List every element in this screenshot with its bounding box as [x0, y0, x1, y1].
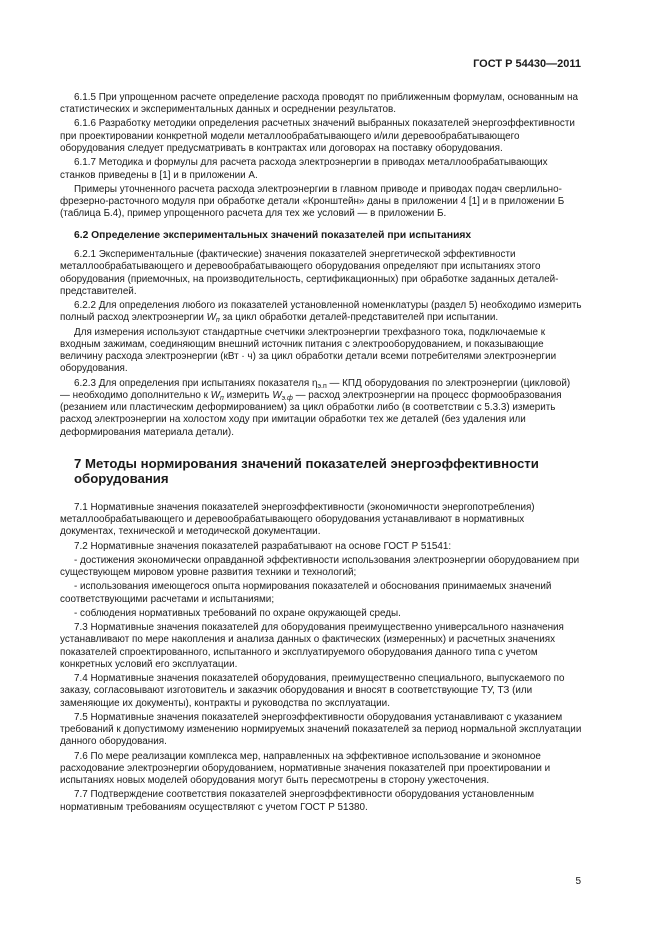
paragraph-6-2-3-text-a: 6.2.3 Для определения при испытаниях показателя — [74, 377, 312, 389]
paragraph-7-1: 7.1 Нормативные значения показателей энергоэффективности (экономичности энергопотребления) металлообрабатывающего и деревообрабатывающего оборудования устанавливают в нормативных документах, технической и методической документации. — [60, 501, 535, 538]
paragraph-6-1-6: 6.1.6 Разработку методики определения расчетных значений выбранных показателей энергоэффективности при проектировании конкретной модели металлообрабатывающего и/или деревообрабатывающего оборудования следует предусматривать в контрактах или договорах на поставку оборудования. — [60, 118, 575, 155]
symbol-w-letter: W — [206, 312, 216, 324]
paragraph-7-7: 7.7 Подтверждение соответствия показателей энергоэффективности оборудования установленным нормативным требованиям осуществляют с учетом ГОСТ Р 51380. — [60, 789, 535, 813]
paragraph-7-5: 7.5 Нормативные значения показателей энергоэффективности оборудования устанавливают с указанием требований к допустимому изменению нормируемых значений показателей за период нормальной эксплуатации данного оборудования. — [60, 711, 582, 748]
paragraph-7-6: 7.6 По мере реализации комплекса мер, направленных на эффективное использование и экономное расходование электроэнергии оборудованием, нормативные значения показателей при проектировании и испытаниях новых моделей оборудования могут быть пересмотрены в сторону ужесточения. — [60, 750, 551, 787]
symbol-w-p — [207, 312, 220, 323]
symbol-eta-letter: η — [311, 377, 318, 389]
symbol-eta-subscript: э.п — [317, 382, 327, 390]
symbol-w-letter-2: W — [210, 389, 220, 401]
paragraph-6-1-7-examples: Примеры уточненного расчета расхода электроэнергии в главном приводе и приводах подач сверлильно-фрезерно-расточного модуля при обработке детали «Кронштейн» даны в приложении 4 [1] и в приложении Б (таблица Б.4), пример упрощенного расчета для тех же условий — в приложении Б. — [60, 183, 565, 220]
section-heading-6-2: 6.2 Определение экспериментальных значений показателей при испытаниях — [74, 229, 472, 241]
symbol-eta — [312, 378, 327, 389]
document-number-header: ГОСТ Р 54430—2011 — [473, 58, 581, 70]
paragraph-7-2: 7.2 Нормативные значения показателей разрабатывают на основе ГОСТ Р 51541: — [74, 540, 452, 552]
paragraph-6-1-7: 6.1.7 Методика и формулы для расчета расхода электроэнергии в приводах металлообрабатывающих станков приведены в [1] и в приложении А. — [60, 157, 548, 181]
list-item-7-2-c: - соблюдения нормативных требований по охране окружающей среды. — [74, 607, 401, 619]
paragraph-6-2-2-text-b: за цикл обработки деталей-представителей при испытании. — [219, 312, 499, 324]
list-item-7-2-b: - использования имеющегося опыта нормирования показателей и обоснования принимаемых значений соответствующими расчетами и испытаниями; — [60, 581, 552, 605]
page-content — [60, 92, 582, 816]
paragraph-6-2-2 — [60, 300, 582, 325]
paragraph-7-4: 7.4 Нормативные значения показателей оборудования, преимущественно специального, выпускаемого по заказу, согласовывают изготовитель и заказчик оборудования и вносят в соответствующие ТУ, ТЗ (или заменяющие их документы), контракты и руководства по эксплуатации. — [60, 673, 565, 709]
section-heading-7: 7 Методы нормирования значений показателей энергоэффективности оборудования — [74, 456, 539, 487]
symbol-w-ef-letter: W — [272, 389, 282, 401]
paragraph-6-1-5: 6.1.5 При упрощенном расчете определение расхода проводят по приближенным формулам, основанным на статистических и экспериментальных данных и осреднении результатов. — [60, 92, 578, 116]
symbol-w-ef-subscript: э.ф — [281, 394, 293, 402]
paragraph-6-2-2-measurement: Для измерения используют стандартные счетчики электроэнергии трехфазного тока, подключаемые к входным зажимам, соединяющим внешний источник питания с электрооборудованием, и показывающие величину расхода электроэнергии (кВт · ч) за цикл обработки детали всеми потребителями электроэнергии оборудования. — [60, 326, 557, 375]
paragraph-6-2-3 — [60, 378, 582, 439]
symbol-w-subscript-2: п — [219, 394, 224, 402]
paragraph-6-2-1: 6.2.1 Экспериментальные (фактические) значения показателей энергетической эффективности металлообрабатывающего и деревообрабатывающего оборудования определяют при испытаниях этого оборудования (приемочных, на производительность, сертификационных) при обработке заданных деталей-представителей. — [60, 248, 559, 297]
paragraph-6-2-3-text-c: измерить — [223, 389, 273, 401]
symbol-w-subscript: п — [215, 317, 220, 325]
paragraph-6-2-2-text-a: 6.2.2 Для определения любого из показателей установленной номенклатуры (раздел 5) необходимо измерить полный расход электроэнергии — [60, 300, 582, 324]
page-number: 5 — [575, 876, 581, 887]
symbol-w-ef — [272, 390, 293, 401]
paragraph-6-2-3-text-b: — КПД оборудования по электроэнергии (цикловой) — необходимо дополнительно к — [60, 377, 571, 401]
paragraph-6-2-3-text-d: — расход электроэнергии на процесс формообразования (резанием или пластическим деформированием) за цикл обработки либо (в соответствии с 5.3.3) измерить расход электроэнергии на холостом ходу при имитации обработки тех же деталей (без удаления или деформирования материала детали). — [60, 389, 562, 438]
symbol-w-p-2 — [211, 390, 224, 401]
paragraph-7-3: 7.3 Нормативные значения показателей для оборудования преимущественно универсального назначения устанавливают по мере накопления и анализа данных о фактических (измеренных) и расчетных значениях показателей спроектированного, испытанного и эксплуатируемого оборудования данного типа с учетом конкретных условий его эксплуатации. — [60, 622, 564, 670]
list-item-7-2-a: - достижения экономически оправданной эффективности использования электроэнергии оборудованием при существующем мировом уровне развития техники и технологий; — [60, 554, 580, 579]
